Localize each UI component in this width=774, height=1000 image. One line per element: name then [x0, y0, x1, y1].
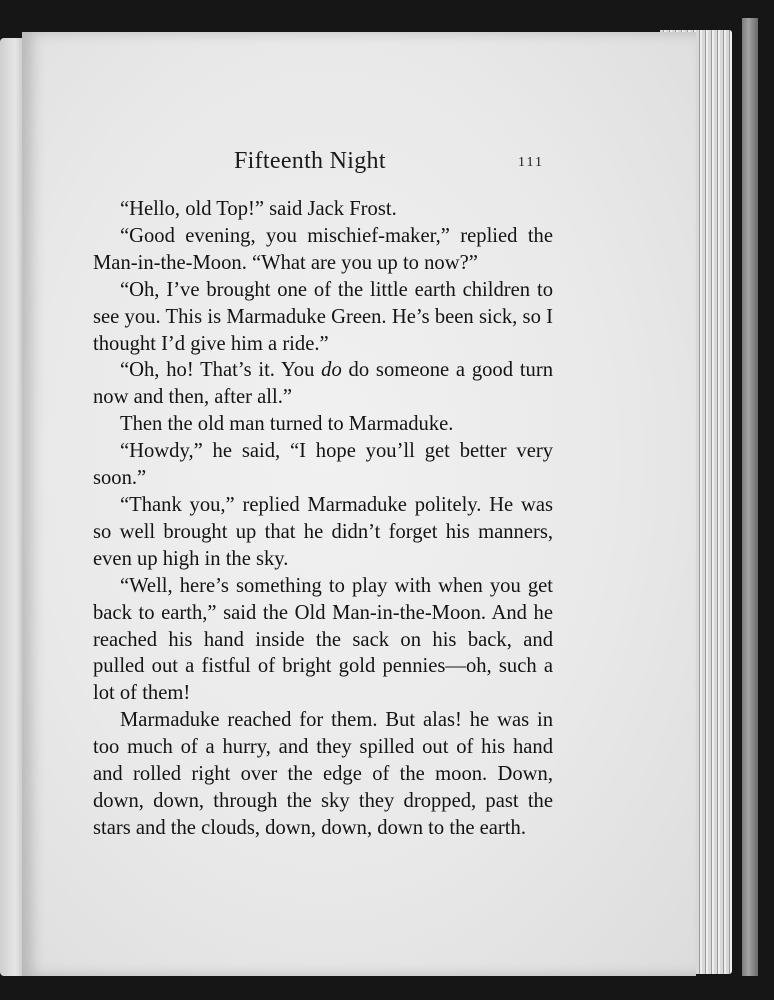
body-text — [93, 196, 553, 842]
paragraph — [93, 357, 553, 411]
paragraph: “Good evening, you mischief-maker,” replied the Man-in-the-Moon. “What are you up to now?” — [93, 224, 553, 274]
paragraph-text: do someone a good turn now and then, after all.” — [93, 359, 553, 409]
paragraph: “Hello, old Top!” said Jack Frost. — [120, 198, 397, 220]
paragraph: “Thank you,” replied Marmaduke politely. He was so well brought up that he didn’t forget his manners, even up high in the sky. — [93, 493, 553, 570]
paragraph: Then the old man turned to Marmaduke. — [120, 413, 454, 436]
paragraph: “Oh, I’ve brought one of the little earth children to see you. This is Marmaduke Green. He’s been sick, so I thought I’d give him a ride.” — [93, 278, 553, 355]
book-cover-edge — [742, 18, 758, 976]
emphasized-word: do — [321, 359, 342, 382]
paragraph: “Howdy,” he said, “I hope you’ll get better very soon.” — [93, 440, 553, 490]
paragraph-text: “Oh, ho! That’s it. You — [120, 359, 322, 382]
page-header — [22, 148, 696, 184]
running-title: Fifteenth Night — [234, 148, 386, 174]
book-page — [22, 32, 696, 976]
paragraph: “Well, here’s something to play with when you get back to earth,” said the Old Man-in-the-Moon. And he reached his hand inside the sack on his back, and pulled out a fistful of bright gold pennies—oh, such a lot of them! — [93, 574, 553, 705]
paragraph: Marmaduke reached for them. But alas! he was in too much of a hurry, and they spilled out of his hand and rolled right over the edge of the moon. Down, down, down, through the sky they dropped, past the stars and the clouds, down, down, down to the earth. — [93, 709, 553, 839]
page-number: 111 — [518, 155, 544, 170]
